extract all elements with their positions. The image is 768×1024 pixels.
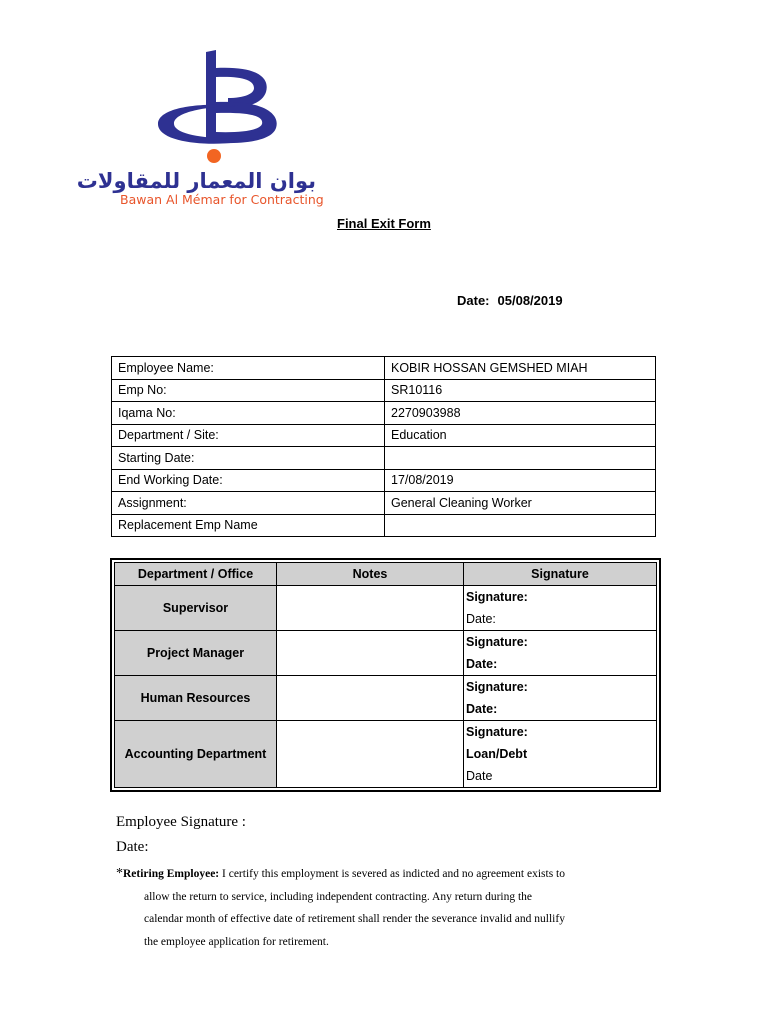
department-cell: Supervisor <box>115 586 277 631</box>
table-row <box>112 447 656 470</box>
loan-debt-line: Loan/Debt <box>466 747 528 761</box>
field-value: 17/08/2019 <box>385 469 656 492</box>
employee-date-label: Date: <box>116 839 149 855</box>
field-value <box>385 447 656 470</box>
date-label: Date: <box>457 293 490 308</box>
field-value <box>385 514 656 537</box>
notes-cell <box>277 586 464 631</box>
table-row <box>112 492 656 515</box>
signature-cell <box>464 631 657 676</box>
column-header: Department / Office <box>115 563 277 586</box>
field-label: End Working Date: <box>112 469 385 492</box>
date-line: Date: <box>466 612 496 626</box>
signature-line: Signature: <box>466 590 528 604</box>
table-row <box>115 721 657 788</box>
table-row <box>112 469 656 492</box>
form-title: Final Exit Form <box>337 216 431 231</box>
field-label: Emp No: <box>112 379 385 402</box>
column-header: Notes <box>277 563 464 586</box>
date-value: 05/08/2019 <box>497 293 563 308</box>
signature-line: Signature: <box>466 725 528 739</box>
date-line: Date <box>466 769 493 783</box>
note-line: the employee application for retirement. <box>144 935 329 948</box>
field-label: Assignment: <box>112 492 385 515</box>
clearance-table-frame <box>110 558 661 792</box>
table-row <box>112 402 656 425</box>
notes-cell <box>277 631 464 676</box>
field-label: Replacement Emp Name <box>112 514 385 537</box>
signature-cell <box>464 721 657 788</box>
table-row <box>112 514 656 537</box>
signature-line: Signature: <box>466 680 528 694</box>
note-heading: Retiring Employee: <box>123 868 220 880</box>
field-value: SR10116 <box>385 379 656 402</box>
note-text: I certify this employment is severed as indicted and no agreement exists to <box>219 868 565 880</box>
field-label: Starting Date: <box>112 447 385 470</box>
table-row <box>112 357 656 380</box>
signature-cell <box>464 586 657 631</box>
form-date <box>457 293 563 308</box>
table-row <box>115 631 657 676</box>
field-label: Department / Site: <box>112 424 385 447</box>
note-asterisk: * <box>116 866 123 881</box>
date-line: Date: <box>466 702 498 716</box>
signature-cell <box>464 676 657 721</box>
table-header-row <box>115 563 657 586</box>
date-line: Date: <box>466 657 498 671</box>
field-label: Iqama No: <box>112 402 385 425</box>
column-header: Signature <box>464 563 657 586</box>
field-value: KOBIR HOSSAN GEMSHED MIAH <box>385 357 656 380</box>
field-value: 2270903988 <box>385 402 656 425</box>
logo-arabic-name: بوان المعمار للمقاولات <box>76 169 316 193</box>
company-logo <box>76 50 324 210</box>
field-label: Employee Name: <box>112 357 385 380</box>
department-cell: Human Resources <box>115 676 277 721</box>
clearance-table <box>114 562 657 788</box>
table-row <box>115 586 657 631</box>
signature-line: Signature: <box>466 635 528 649</box>
department-cell: Project Manager <box>115 631 277 676</box>
employee-signature-label: Employee Signature : <box>116 814 246 830</box>
note-line: allow the return to service, including independent contracting. Any return during the <box>144 890 533 903</box>
field-value: General Cleaning Worker <box>385 492 656 515</box>
notes-cell <box>277 676 464 721</box>
table-row <box>115 676 657 721</box>
note-line: calendar month of effective date of retirement shall render the severance invalid and nullify <box>144 913 565 925</box>
employee-info-table <box>111 356 656 537</box>
note-line <box>116 863 636 886</box>
table-row <box>112 379 656 402</box>
retiring-employee-note <box>116 863 636 953</box>
department-cell: Accounting Department <box>115 721 277 788</box>
notes-cell <box>277 721 464 788</box>
field-value: Education <box>385 424 656 447</box>
table-row <box>112 424 656 447</box>
logo-english-name: Bawan Al Mémar for Contracting <box>120 192 324 207</box>
logo-b-mark <box>118 50 318 168</box>
